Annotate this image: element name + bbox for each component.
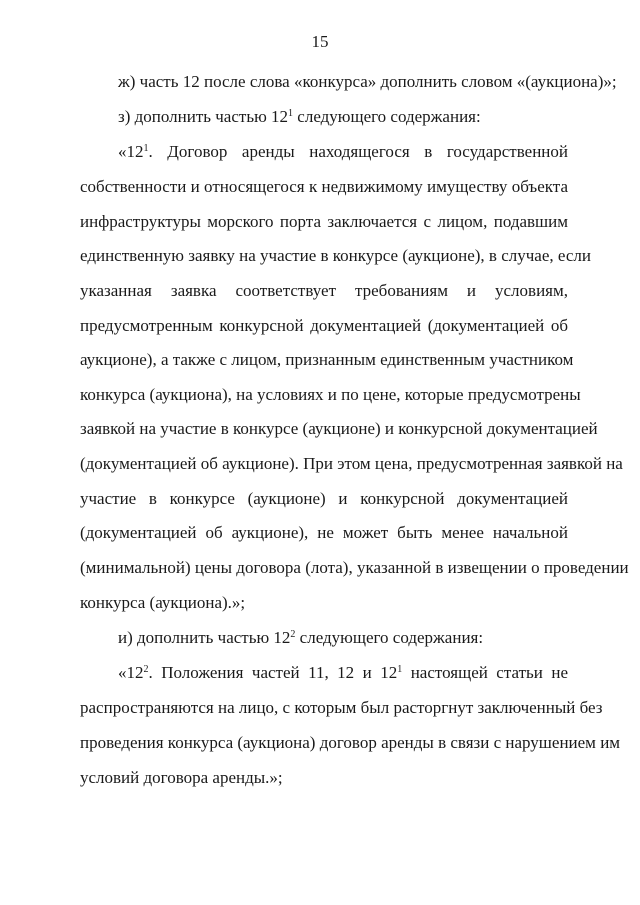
para-12-1-line: предусмотренным конкурсной документацией (документацией об [80, 316, 568, 335]
item-z-text-before: з) дополнить частью 12 [118, 107, 289, 126]
para-12-1-line: собственности и относящегося к недвижимому имуществу объекта [80, 177, 568, 196]
item-i-text-before: и) дополнить частью 12 [118, 628, 291, 647]
para-12-2-superscript-2: 1 [397, 664, 403, 675]
para-12-1-line: конкурса (аукциона), на условиях и по цене, которые предусмотрены [80, 385, 581, 404]
para-12-1-line: указанная заявка соответствует требованиям и условиям, [80, 281, 568, 300]
item-z-superscript: 1 [288, 108, 294, 119]
para-12-1-line: (минимальной) цены договора (лота), указанной в извещении о проведении [80, 558, 629, 577]
para-12-1-first-text: . Договор аренды находящегося в государственной [148, 142, 568, 161]
para-12-1-line: инфраструктуры морского порта заключается с лицом, подавшим [80, 212, 568, 231]
para-12-2-superscript: 2 [143, 664, 149, 675]
para-12-2-number: «12 [118, 663, 144, 682]
item-z-line [118, 107, 568, 127]
para-12-1-line: участие в конкурсе (аукционе) и конкурсной документацией [80, 489, 568, 508]
item-i-text-after: следующего содержания: [295, 628, 484, 647]
item-z-text-after: следующего содержания: [293, 107, 481, 126]
para-12-2-line: проведения конкурса (аукциона) договор аренды в связи с нарушением им [80, 733, 621, 752]
para-12-2-first-line [118, 663, 568, 683]
para-12-1-last-line: конкурса (аукциона).»; [80, 593, 246, 612]
page-number: 15 [311, 32, 329, 51]
para-12-2-first-mid: . Положения частей 11, 12 и 12 [148, 663, 398, 682]
item-zh-line: ж) часть 12 после слова «конкурса» дополнить словом «(аукциона)»; [118, 72, 617, 91]
para-12-1-line: заявкой на участие в конкурсе (аукционе) и конкурсной документацией [80, 419, 598, 438]
para-12-1-superscript: 1 [143, 143, 149, 154]
para-12-1-line: аукционе), а также с лицом, признанным единственным участником [80, 350, 574, 369]
item-i-line [118, 628, 568, 648]
para-12-1-line: (документацией об аукционе), не может быть менее начальной [80, 523, 568, 542]
para-12-1-line: единственную заявку на участие в конкурсе (аукционе), в случае, если [80, 246, 591, 265]
para-12-2-first-text: настоящей статьи не [402, 663, 568, 682]
para-12-1-number: «12 [118, 142, 144, 161]
item-i-superscript: 2 [290, 629, 296, 640]
para-12-2-last-line: условий договора аренды.»; [80, 768, 283, 787]
para-12-2-line: распространяются на лицо, с которым был расторгнут заключенный без [80, 698, 603, 717]
para-12-1-line: (документацией об аукционе). При этом цена, предусмотренная заявкой на [80, 454, 623, 473]
para-12-1-first-line [118, 142, 568, 162]
